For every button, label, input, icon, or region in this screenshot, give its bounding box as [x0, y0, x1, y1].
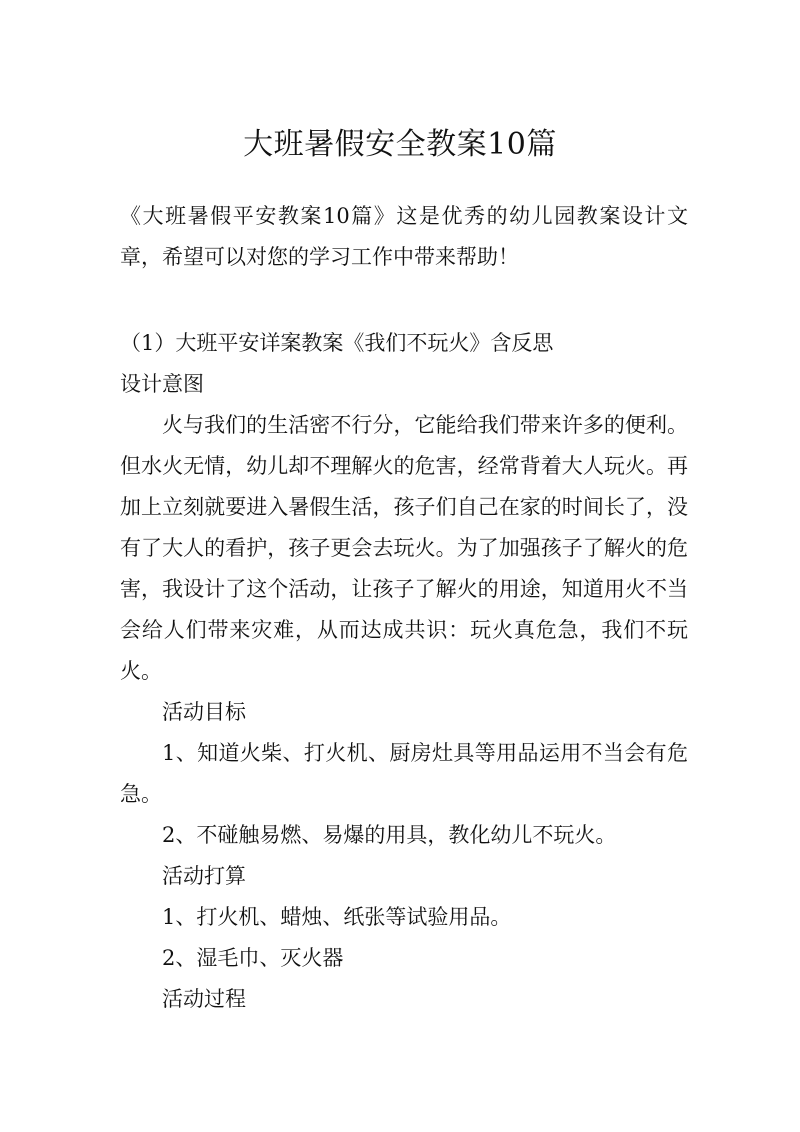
process-label: 活动过程 — [162, 987, 246, 1011]
intro-paragraph: 《大班暑假平安教案10篇》这是优秀的幼儿园教案设计文章，希望可以对您的学习工作中带来帮助！ — [120, 204, 688, 269]
section-heading: （1）大班平安详案教案《我们不玩火》含反思 — [120, 331, 554, 355]
design-intent-label: 设计意图 — [120, 372, 204, 396]
prep-item-1: 1、打火机、蜡烛、纸张等试验用品。 — [162, 905, 512, 929]
document-title: 大班暑假安全教案10篇 — [243, 127, 557, 162]
design-intent-paragraph: 火与我们的生活密不行分，它能给我们带来许多的便利。但水火无情，幼儿却不理解火的危害，经常背着大人玩火。再加上立刻就要进入暑假生活，孩子们自己在家的时间长了，没有了大人的看护，孩子更会去玩火。为了加强孩子了解火的危害，我设计了这个活动，让孩子了解火的用途，知道用火不当会给人们带来灾难，从而达成共识：玩火真危急，我们不玩火。 — [120, 413, 688, 683]
paragraph-spacer — [120, 278, 688, 323]
goals-label: 活动目标 — [162, 700, 246, 724]
prep-item-2: 2、湿毛巾、灭火器 — [162, 946, 344, 970]
goal-item-1: 1、知道火柴、打火机、厨房灶具等用品运用不当会有危急。 — [120, 741, 688, 806]
document-body — [120, 196, 688, 1020]
prep-label: 活动打算 — [162, 864, 246, 888]
goal-item-2: 2、不碰触易燃、易爆的用具，教化幼儿不玩火。 — [162, 823, 617, 847]
